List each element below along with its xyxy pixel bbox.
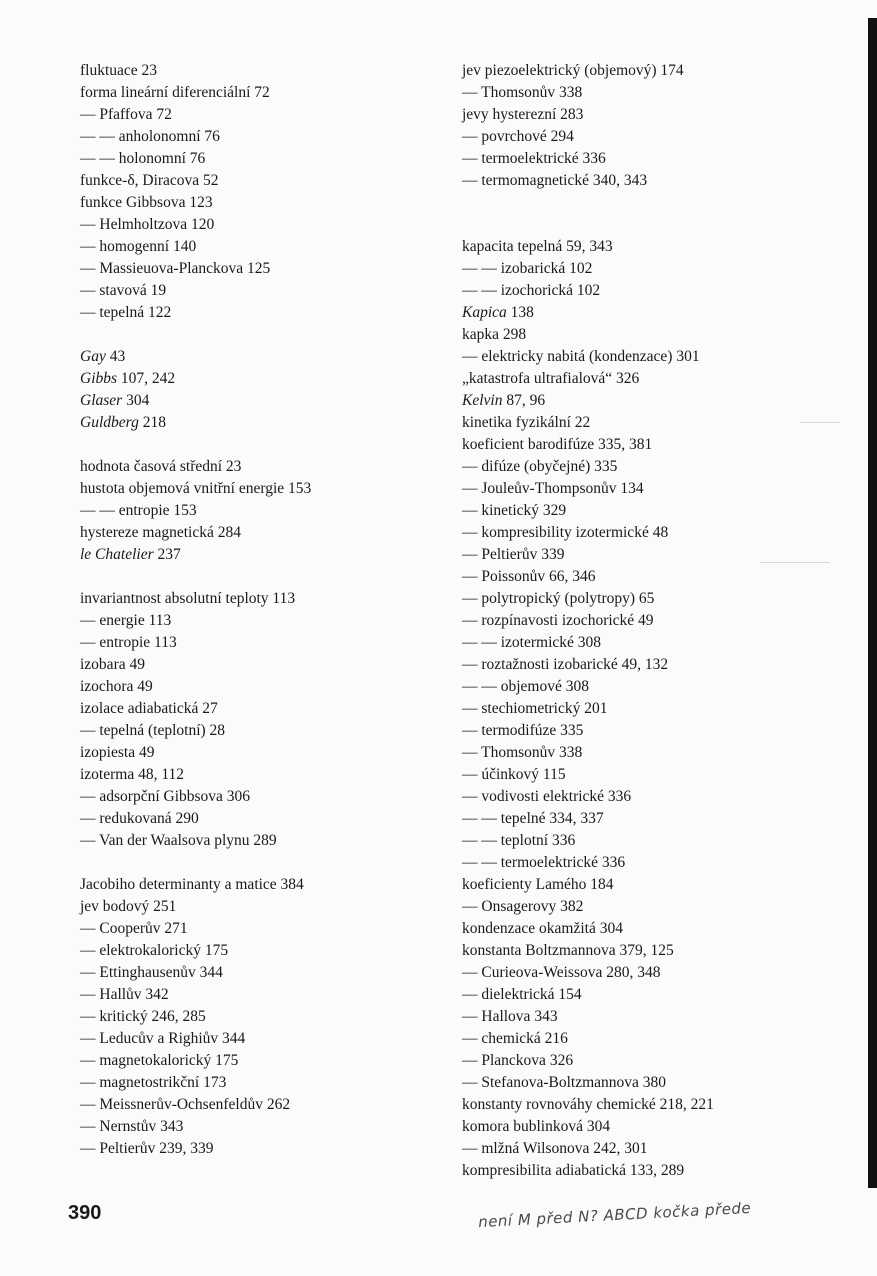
index-entry: komora bublinková 304 xyxy=(462,1118,611,1135)
index-entry: — Hallův 342 xyxy=(80,986,169,1003)
section-gap xyxy=(80,434,440,456)
index-entry: Kelvin 87, 96 xyxy=(462,392,546,409)
index-entry: — Peltierův 239, 339 xyxy=(80,1140,214,1157)
index-entry: izobara 49 xyxy=(80,656,145,673)
index-entry: — stechiometrický 201 xyxy=(462,700,608,717)
index-entry: — Curieova-Weissova 280, 348 xyxy=(462,964,661,981)
index-entry: — Thomsonův 338 xyxy=(462,744,583,761)
section-gap xyxy=(80,852,440,874)
index-entry: — Nernstův 343 xyxy=(80,1118,184,1135)
index-entry: — povrchové 294 xyxy=(462,128,574,145)
index-entry: — Hallova 343 xyxy=(462,1008,558,1025)
index-entry: — stavová 19 xyxy=(80,282,167,299)
index-entry: — kritický 246, 285 xyxy=(80,1008,206,1025)
index-entry: — rozpínavosti izochorické 49 xyxy=(462,612,654,629)
index-column-left xyxy=(80,60,440,1160)
author-name: Gay xyxy=(80,348,106,365)
index-entry: — polytropický (polytropy) 65 xyxy=(462,590,655,607)
index-entry: Kapica 138 xyxy=(462,304,534,321)
index-entry: — energie 113 xyxy=(80,612,172,629)
index-entry: — elektricky nabitá (kondenzace) 301 xyxy=(462,348,700,365)
index-entry: — termoelektrické 336 xyxy=(462,150,606,167)
index-entry: — Leducův a Righiův 344 xyxy=(80,1030,246,1047)
index-entry: — vodivosti elektrické 336 xyxy=(462,788,632,805)
index-entry: kapka 298 xyxy=(462,326,527,343)
index-entry: — — termoelektrické 336 xyxy=(462,854,626,871)
index-entry: Gay 43 xyxy=(80,348,126,365)
index-entry: — difúze (obyčejné) 335 xyxy=(462,458,618,475)
index-entry: — — entropie 153 xyxy=(80,502,197,519)
index-entry: — — anholonomní 76 xyxy=(80,128,220,145)
index-entry: jevy hysterezní 283 xyxy=(462,106,584,123)
index-entry: jev piezoelektrický (objemový) 174 xyxy=(462,62,684,79)
index-entry: „katastrofa ultrafialová“ 326 xyxy=(462,370,640,387)
scan-edge-shadow xyxy=(868,18,877,1188)
index-entry: — termodifúze 335 xyxy=(462,722,584,739)
section-gap xyxy=(462,192,842,236)
author-name: Glaser xyxy=(80,392,123,409)
index-entry: — dielektrická 154 xyxy=(462,986,582,1003)
index-entry: Jacobiho determinanty a matice 384 xyxy=(80,876,304,893)
index-entry: — mlžná Wilsonova 242, 301 xyxy=(462,1140,648,1157)
index-entry: — Planckova 326 xyxy=(462,1052,574,1069)
index-entry: — kompresibility izotermické 48 xyxy=(462,524,669,541)
index-entry: — Massieuova-Planckova 125 xyxy=(80,260,271,277)
index-entry: — termomagnetické 340, 343 xyxy=(462,172,648,189)
margin-pencil-mark xyxy=(760,562,830,563)
index-entry: kapacita tepelná 59, 343 xyxy=(462,238,613,255)
index-entry: — homogenní 140 xyxy=(80,238,197,255)
index-entry: koeficient barodifúze 335, 381 xyxy=(462,436,653,453)
index-entry: konstanta Boltzmannova 379, 125 xyxy=(462,942,674,959)
author-name: Guldberg xyxy=(80,414,139,431)
section-gap xyxy=(80,324,440,346)
index-entry: — Onsagerovy 382 xyxy=(462,898,584,915)
index-entry: — Stefanova-Boltzmannova 380 xyxy=(462,1074,667,1091)
index-entry: izopiesta 49 xyxy=(80,744,155,761)
author-name: Kelvin xyxy=(462,392,503,409)
index-entry: — chemická 216 xyxy=(462,1030,568,1047)
index-entry: — — holonomní 76 xyxy=(80,150,206,167)
index-entry: hodnota časová střední 23 xyxy=(80,458,242,475)
index-entry: fluktuace 23 xyxy=(80,62,158,79)
index-entry: — tepelná 122 xyxy=(80,304,172,321)
index-entry: konstanty rovnováhy chemické 218, 221 xyxy=(462,1096,714,1113)
index-entry: — tepelná (teplotní) 28 xyxy=(80,722,226,739)
index-entry: Glaser 304 xyxy=(80,392,150,409)
index-entry: kondenzace okamžitá 304 xyxy=(462,920,623,937)
author-name: Gibbs xyxy=(80,370,118,387)
index-entry: izochora 49 xyxy=(80,678,153,695)
index-entry: funkce Gibbsova 123 xyxy=(80,194,213,211)
index-entry: — elektrokalorický 175 xyxy=(80,942,229,959)
index-entry: Gibbs 107, 242 xyxy=(80,370,176,387)
index-entry: — Helmholtzova 120 xyxy=(80,216,215,233)
index-entry: — — izochorická 102 xyxy=(462,282,601,299)
index-entry: — — objemové 308 xyxy=(462,678,589,695)
index-entry: — redukovaná 290 xyxy=(80,810,199,827)
page-number: 390 xyxy=(68,1202,102,1224)
index-entry: funkce-δ, Diracova 52 xyxy=(80,172,219,189)
index-entry: izolace adiabatická 27 xyxy=(80,700,218,717)
section-gap xyxy=(80,566,440,588)
index-entry: — adsorpční Gibbsova 306 xyxy=(80,788,251,805)
index-entry: — — izobarická 102 xyxy=(462,260,593,277)
index-entry: — roztažnosti izobarické 49, 132 xyxy=(462,656,669,673)
index-entry: invariantnost absolutní teploty 113 xyxy=(80,590,296,607)
index-entry: — účinkový 115 xyxy=(462,766,566,783)
author-name: Kapica xyxy=(462,304,507,321)
index-entry: — Meissnerův-Ochsenfeldův 262 xyxy=(80,1096,291,1113)
index-entry: jev bodový 251 xyxy=(80,898,177,915)
index-entry: — entropie 113 xyxy=(80,634,177,651)
index-entry: le Chatelier 237 xyxy=(80,546,181,563)
margin-pencil-mark xyxy=(800,422,840,423)
index-entry: — Ettinghausenův 344 xyxy=(80,964,223,981)
index-entry: — Peltierův 339 xyxy=(462,546,565,563)
index-entry: hystereze magnetická 284 xyxy=(80,524,241,541)
index-entry: — Cooperův 271 xyxy=(80,920,188,937)
index-entry: — — tepelné 334, 337 xyxy=(462,810,604,827)
index-entry: — Jouleův-Thompsonův 134 xyxy=(462,480,644,497)
index-entry: kompresibilita adiabatická 133, 289 xyxy=(462,1162,685,1179)
index-entry: — — izotermické 308 xyxy=(462,634,602,651)
index-entry: izoterma 48, 112 xyxy=(80,766,185,783)
author-name: le Chatelier xyxy=(80,546,154,563)
index-entry: hustota objemová vnitřní energie 153 xyxy=(80,480,312,497)
handwritten-note: není M před N? ABCD kočka přede xyxy=(477,1198,752,1232)
index-entry: Guldberg 218 xyxy=(80,414,166,431)
index-entry: — Pfaffova 72 xyxy=(80,106,172,123)
index-entry: — magnetokalorický 175 xyxy=(80,1052,239,1069)
index-entry: — kinetický 329 xyxy=(462,502,567,519)
index-entry: — Van der Waalsova plynu 289 xyxy=(80,832,277,849)
index-entry: — Thomsonův 338 xyxy=(462,84,583,101)
index-column-right xyxy=(462,60,842,1182)
index-entry: kinetika fyzikální 22 xyxy=(462,414,591,431)
index-entry: — Poissonův 66, 346 xyxy=(462,568,596,585)
index-entry: koeficienty Lamého 184 xyxy=(462,876,614,893)
index-entry: — — teplotní 336 xyxy=(462,832,576,849)
index-entry: — magnetostrikční 173 xyxy=(80,1074,227,1091)
index-entry: forma lineární diferenciální 72 xyxy=(80,84,270,101)
